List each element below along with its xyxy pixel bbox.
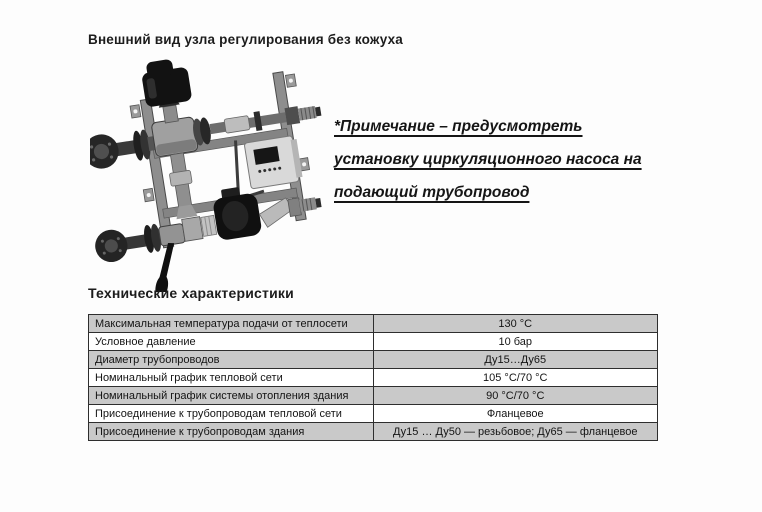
control-unit-photo (90, 50, 332, 292)
table-row (89, 333, 658, 351)
spec-label-cell: Номинальный график системы отопления здания (89, 387, 374, 405)
table-row (89, 405, 658, 423)
spec-label-cell: Максимальная температура подачи от теплосети (89, 315, 374, 333)
table-row (89, 315, 658, 333)
specs-table (88, 314, 658, 441)
spec-label-cell: Диаметр трубопроводов (89, 351, 374, 369)
table-row (89, 351, 658, 369)
note-line: *Примечание – предусмотреть (334, 118, 583, 135)
spec-value-cell: 90 °C/70 °C (373, 387, 658, 405)
note-block (334, 110, 652, 209)
spec-value-cell: Ду15 … Ду50 — резьбовое; Ду65 — фланцевое (373, 423, 658, 441)
spec-value-cell: Ду15…Ду65 (373, 351, 658, 369)
figure-title: Внешний вид узла регулирования без кожуха (88, 32, 403, 47)
spec-value-cell: 10 бар (373, 333, 658, 351)
spec-value-cell: 105 °C/70 °C (373, 369, 658, 387)
spec-label-cell: Номинальный график тепловой сети (89, 369, 374, 387)
note-line: подающий трубопровод (334, 184, 530, 201)
spec-label-cell: Присоединение к трубопроводам здания (89, 423, 374, 441)
note-line: установку циркуляционного насоса на (334, 151, 642, 168)
spec-value-cell: Фланцевое (373, 405, 658, 423)
spec-value-cell: 130 °C (373, 315, 658, 333)
specs-heading: Технические характеристики (88, 285, 294, 301)
spec-label-cell: Условное давление (89, 333, 374, 351)
table-row (89, 387, 658, 405)
spec-label-cell: Присоединение к трубопроводам тепловой сети (89, 405, 374, 423)
table-row (89, 369, 658, 387)
table-row (89, 423, 658, 441)
